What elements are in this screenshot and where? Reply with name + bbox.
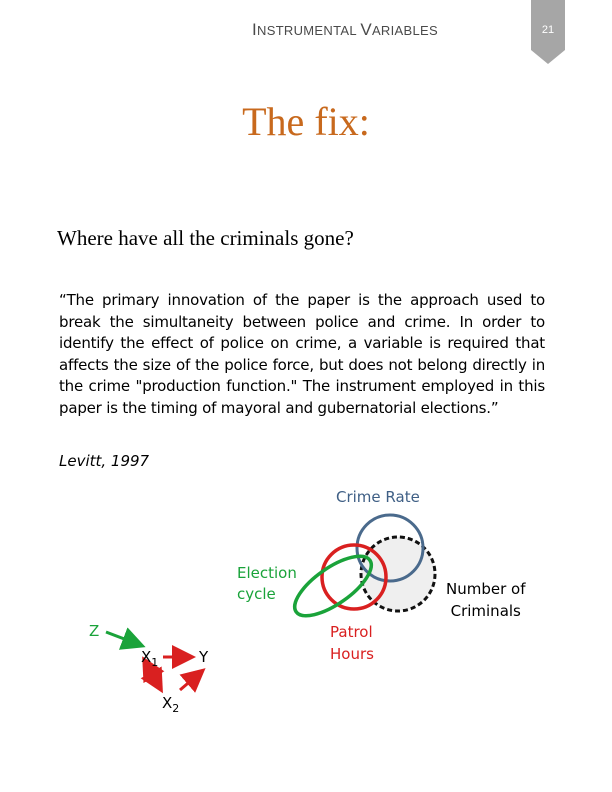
page-number: 21: [541, 24, 555, 36]
number-of-criminals-label: [446, 578, 525, 622]
dag-x2-sub: 2: [172, 702, 180, 715]
dag-x2-label: [162, 694, 179, 715]
dag-y-label: Y: [199, 648, 209, 666]
patrol-hours-line2: Hours: [330, 645, 374, 663]
dag-x1-sub: 1: [151, 656, 159, 669]
slide-subtitle: Where have all the criminals gone?: [57, 226, 354, 250]
header-cap-1: I: [252, 20, 258, 39]
election-cycle-label: [237, 563, 297, 605]
z-to-x1-arrow: [106, 632, 140, 645]
header-rest-1: NSTRUMENTAL: [257, 23, 361, 38]
number-of-criminals-line2: Criminals: [450, 602, 521, 620]
header-cap-2: V: [360, 20, 372, 39]
patrol-hours-line1: Patrol: [330, 623, 373, 641]
dag-x2-text: X: [162, 694, 173, 712]
header-rest-2: ARIABLES: [371, 23, 438, 38]
dag-z-label: Z: [89, 622, 100, 640]
dag-x1-label: [141, 648, 158, 669]
quote-paragraph: “The primary innovation of the paper is the approach used to break the simultaneity between police and crime. In order to identify the effect of police on crime, a variable is required that affects the size of the police force, but does not belong directly in the crime "production function." The instrument employed in this paper is the timing of mayoral and gubernatorial elections.”: [59, 291, 545, 417]
number-of-criminals-line1: Number of: [446, 580, 526, 598]
citation: Levitt, 1997: [59, 452, 150, 470]
election-cycle-line2: cycle: [237, 585, 276, 603]
x1-x2-arrow: [151, 672, 160, 688]
slide-title: The fix:: [242, 99, 370, 144]
election-cycle-line1: Election: [237, 564, 297, 582]
x2-to-y-arrow: [180, 672, 201, 690]
dag-x1-text: X: [141, 648, 152, 666]
patrol-hours-label: [330, 621, 374, 665]
crime-rate-label: Crime Rate: [336, 488, 420, 506]
